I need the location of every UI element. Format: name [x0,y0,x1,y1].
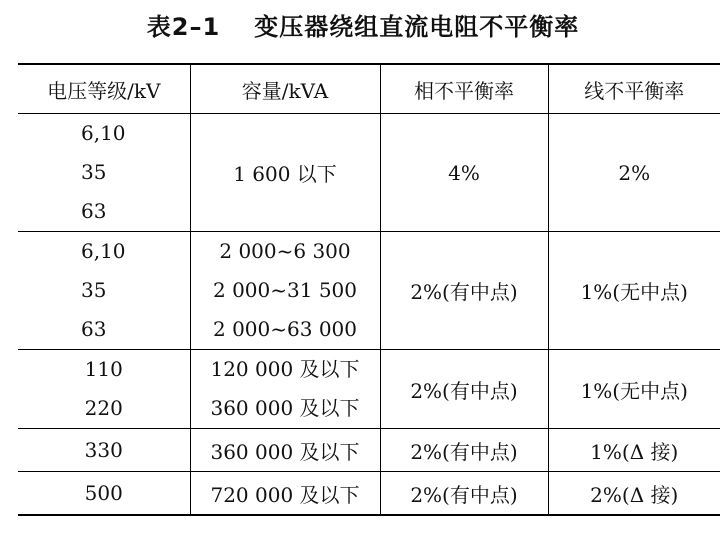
table-row [18,472,720,516]
line-imbalance-cell: 1%(Δ 接) [548,429,720,472]
voltage-value: 35 [81,278,107,302]
line-imbalance-cell: 1%(无中点) [548,350,720,429]
voltage-value: 35 [81,160,107,184]
header-phase-imbalance: 相不平衡率 [380,64,548,114]
table-row [18,429,720,472]
table-caption: 变压器绕组直流电阻不平衡率 [254,13,580,41]
voltage-cell [18,350,190,429]
capacity-value: 120 000 及以下 [210,357,360,381]
capacity-value: 2 000~63 000 [213,317,357,341]
line-imbalance-cell: 2%(Δ 接) [548,472,720,516]
table-number: 表2–1 [146,13,221,41]
phase-imbalance-cell: 2%(有中点) [380,472,548,516]
capacity-cell [190,232,380,350]
capacity-cell: 360 000 及以下 [190,429,380,472]
capacity-cell: 720 000 及以下 [190,472,380,516]
header-capacity: 容量/kVA [190,64,380,114]
capacity-value: 2 000~6 300 [219,239,351,263]
voltage-value: 500 [84,481,123,505]
voltage-value: 6,10 [81,239,126,263]
table-title [0,6,726,48]
capacity-cell [190,114,380,232]
voltage-cell [18,114,190,232]
voltage-cell [18,429,190,472]
voltage-value: 330 [84,438,123,462]
header-row [18,64,720,114]
line-imbalance-cell: 1%(无中点) [548,232,720,350]
voltage-value: 63 [81,199,107,223]
header-line-imbalance: 线不平衡率 [548,64,720,114]
phase-imbalance-cell: 4% [380,114,548,232]
capacity-value: 360 000 及以下 [210,396,360,420]
table-row [18,350,720,429]
table-row [18,232,720,350]
voltage-value: 110 [84,357,123,381]
phase-imbalance-cell: 2%(有中点) [380,350,548,429]
voltage-value: 63 [81,317,107,341]
voltage-cell [18,472,190,516]
line-imbalance-cell: 2% [548,114,720,232]
resistance-imbalance-table [18,63,720,516]
voltage-cell [18,232,190,350]
voltage-value: 220 [84,396,123,420]
capacity-value: 1 600 以下 [233,162,337,186]
voltage-value: 6,10 [81,121,126,145]
table-row [18,114,720,232]
header-voltage: 电压等级/kV [18,64,190,114]
capacity-cell [190,350,380,429]
phase-imbalance-cell: 2%(有中点) [380,429,548,472]
phase-imbalance-cell: 2%(有中点) [380,232,548,350]
capacity-value: 2 000~31 500 [213,278,357,302]
